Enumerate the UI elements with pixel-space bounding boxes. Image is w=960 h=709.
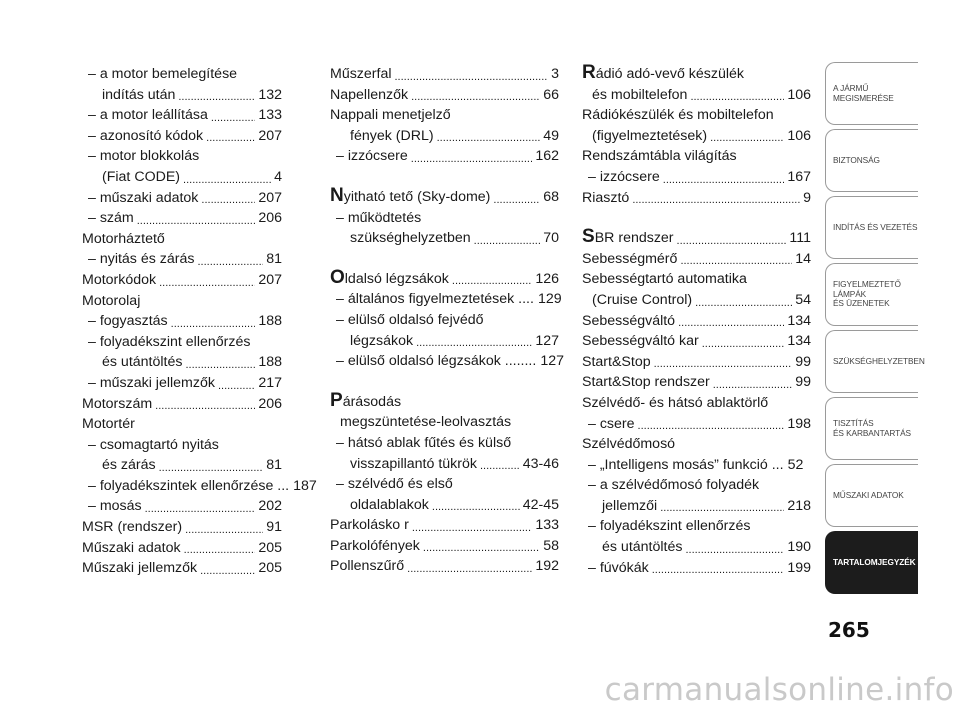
page-ref: 188 <box>258 313 282 330</box>
index-entry[interactable]: Oldalsó légzsákok ..... 126 <box>330 269 559 290</box>
index-heading: megszüntetése-leolvasztás <box>340 414 512 431</box>
page-ref: 134 <box>787 333 811 350</box>
watermark: carmanualsonline.info <box>604 672 954 708</box>
tab-starting-driving[interactable]: INDÍTÁS ÉS VEZETÉS <box>825 196 918 259</box>
page-ref: 188 <box>258 354 282 371</box>
index-entry[interactable]: visszapillantó tükrök ..... 43-46 <box>330 454 559 475</box>
index-entry[interactable]: és utántöltés ..... 188 <box>82 352 282 373</box>
index-entry: – működtetés <box>336 209 422 226</box>
section-letter: O <box>330 266 345 288</box>
page-ref: 134 <box>787 312 811 329</box>
index-entry[interactable]: Sebességváltó ..... 134 <box>582 311 811 332</box>
index-heading: Rendszámtábla világítás <box>582 148 737 165</box>
index-entry: – szélvédő és első <box>336 476 453 493</box>
index-entry: – folyadékszint ellenőrzés <box>588 518 751 535</box>
page-ref: 162 <box>535 148 559 165</box>
page-ref: 106 <box>787 86 811 103</box>
page-ref: 206 <box>258 395 282 412</box>
page-ref: 198 <box>787 415 811 432</box>
index-entry[interactable]: – nyitás és zárás ..... 81 <box>82 249 282 270</box>
index-entry[interactable]: Start&Stop ..... 99 <box>582 352 811 373</box>
page-ref: 4 <box>274 168 282 185</box>
page-ref: 127 <box>540 353 564 370</box>
page-ref: 133 <box>535 517 559 534</box>
page-ref: 9 <box>803 189 811 206</box>
index-entry[interactable]: és mobiltelefon ..... 106 <box>582 85 811 106</box>
index-heading: Motorháztető <box>82 230 165 247</box>
tab-maintenance[interactable]: TISZTÍTÁS ÉS KARBANTARTÁS <box>825 397 918 460</box>
page-ref: 14 <box>795 250 811 267</box>
page-ref: 42-45 <box>522 496 559 513</box>
index-heading: Nappali menetjelző <box>330 107 451 124</box>
page-ref: 192 <box>535 558 559 575</box>
index-entry[interactable]: – általános figyelmeztetések .... 129 <box>330 289 559 310</box>
page-ref: 206 <box>258 210 282 227</box>
page-ref: 207 <box>258 189 282 206</box>
index-entry[interactable]: Sebességmérő ..... 14 <box>582 249 811 270</box>
index-entry[interactable]: – mosás ..... 202 <box>82 496 282 517</box>
page-ref: 66 <box>543 86 559 103</box>
index-column-2 <box>330 64 564 577</box>
index-entry[interactable]: Parkolásko r ..... 133 <box>330 515 559 536</box>
index-entry[interactable]: és zárás ..... 81 <box>82 455 282 476</box>
index-entry[interactable]: SBR rendszer ..... 111 <box>582 228 811 249</box>
index-entry[interactable]: – izzócsere ..... 162 <box>330 146 559 167</box>
page-ref: 106 <box>787 127 811 144</box>
index-column-3 <box>582 64 811 578</box>
index-column-1 <box>82 64 317 579</box>
index-heading: Rádió adó-vevő készülék <box>582 62 745 83</box>
index-entry[interactable]: – szám ..... 206 <box>82 208 282 229</box>
index-entry[interactable]: – műszaki adatok ..... 207 <box>82 188 282 209</box>
page-ref: 99 <box>795 374 811 391</box>
index-entry[interactable]: – műszaki jellemzők ..... 217 <box>82 373 282 394</box>
index-entry[interactable]: MSR (rendszer) ..... 91 <box>82 517 282 538</box>
index-entry[interactable]: és utántöltés ..... 190 <box>582 537 811 558</box>
page-ref: 205 <box>258 539 282 556</box>
page-ref: 199 <box>787 559 811 576</box>
page-ref: 187 <box>293 477 317 494</box>
index-entry: – a motor bemelegítése <box>88 66 238 82</box>
page-ref: 81 <box>266 457 282 474</box>
index-entry[interactable]: (Cruise Control) ..... 54 <box>582 290 811 311</box>
index-entry[interactable]: – fúvókák ..... 199 <box>582 558 811 579</box>
tab-vehicle-intro[interactable]: A JÁRMŰ MEGISMERÉSE <box>825 62 918 125</box>
page-ref: 68 <box>543 188 559 205</box>
page-number: 265 <box>828 618 870 642</box>
index-entry[interactable]: (Fiat CODE) ..... 4 <box>82 167 282 188</box>
index-heading: Szélvédőmosó <box>582 436 676 453</box>
page-ref: 81 <box>266 251 282 268</box>
index-entry[interactable]: jellemzői ..... 218 <box>582 496 811 517</box>
index-entry: – motor blokkolás <box>88 148 200 165</box>
tab-warning-lights[interactable]: FIGYELMEZTETŐ LÁMPÁK ÉS ÜZENETEK <box>825 263 918 326</box>
index-entry[interactable]: Start&Stop rendszer ..... 99 <box>582 372 811 393</box>
index-heading: Rádiókészülék és mobiltelefon <box>582 107 774 124</box>
section-letter: P <box>330 389 343 411</box>
index-entry[interactable]: fények (DRL) ..... 49 <box>330 126 559 147</box>
page-ref: 207 <box>258 271 282 288</box>
index-heading: Szélvédő- és hátsó ablaktörlő <box>582 394 769 411</box>
page-ref: 43-46 <box>522 455 559 472</box>
page-ref: 218 <box>787 497 811 514</box>
index-entry[interactable]: – fogyasztás ..... 188 <box>82 311 282 332</box>
index-entry[interactable]: Műszerfal ..... 3 <box>330 64 559 85</box>
page-ref: 167 <box>787 168 811 185</box>
index-entry[interactable]: Riasztó ..... 9 <box>582 188 811 209</box>
index-entry[interactable]: – csere ..... 198 <box>582 414 811 435</box>
page-ref: 129 <box>537 291 562 308</box>
index-entry[interactable]: Nyitható tető (Sky-dome) ..... 68 <box>330 187 559 208</box>
tab-index[interactable]: TARTALOMJEGYZÉK <box>825 531 918 594</box>
page-ref: 52 <box>787 456 804 473</box>
index-entry[interactable]: Pollenszűrő ..... 192 <box>330 556 559 577</box>
index-entry[interactable]: oldalablakok ..... 42-45 <box>330 495 559 516</box>
page-ref: 205 <box>258 560 282 577</box>
section-letter: R <box>582 62 596 83</box>
index-entry[interactable]: Parkolófények ..... 58 <box>330 536 559 557</box>
page-ref: 49 <box>543 127 559 144</box>
index-entry[interactable]: – izzócsere ..... 167 <box>582 167 811 188</box>
tab-emergency[interactable]: SZÜKSÉGHELYZETBEN <box>825 330 918 393</box>
index-entry[interactable]: Motorszám ..... 206 <box>82 394 282 415</box>
index-heading: Sebességtartó automatika <box>582 271 747 288</box>
page-ref: 91 <box>266 519 282 536</box>
index-heading: Motorolaj <box>82 292 141 309</box>
page-ref: 126 <box>535 270 559 287</box>
page-ref: 111 <box>789 230 811 247</box>
index-heading: Párásodás <box>330 389 402 411</box>
section-letter: S <box>582 226 595 248</box>
page-ref: 54 <box>795 291 811 308</box>
index-entry[interactable]: – folyadékszintek ellenőrzése ... 187 <box>82 476 282 497</box>
page-ref: 3 <box>551 66 559 82</box>
section-tabs <box>825 62 925 598</box>
page-ref: 217 <box>258 374 282 391</box>
page-ref: 202 <box>258 498 282 515</box>
index-entry: – a szélvédőmosó folyadék <box>588 477 760 494</box>
index-entry[interactable]: Műszaki jellemzők ..... 205 <box>82 558 282 579</box>
page-ref: 70 <box>543 230 559 247</box>
index-entry[interactable]: Napellenzők ..... 66 <box>330 85 559 106</box>
page-ref: 133 <box>258 107 282 124</box>
index-entry[interactable]: szükséghelyzetben ..... 70 <box>330 228 559 249</box>
index-entry[interactable]: – „Intelligens mosás” funkció ... 52 <box>582 455 811 476</box>
tab-technical-data[interactable]: MŰSZAKI ADATOK <box>825 464 918 527</box>
page-ref: 58 <box>543 537 559 554</box>
page-ref: 207 <box>258 127 282 144</box>
index-entry[interactable]: indítás után ..... 132 <box>82 85 282 106</box>
tab-safety[interactable]: BIZTONSÁG <box>825 129 918 192</box>
index-entry[interactable]: – azonosító kódok ..... 207 <box>82 126 282 147</box>
index-entry[interactable]: Műszaki adatok ..... 205 <box>82 538 282 559</box>
index-entry[interactable]: (figyelmeztetések) ..... 106 <box>582 126 811 147</box>
index-entry: – hátsó ablak fűtés és külső <box>336 434 512 451</box>
section-letter: N <box>330 184 344 206</box>
index-entry: – folyadékszint ellenőrzés <box>88 333 251 350</box>
index-entry[interactable]: Sebességváltó kar ..... 134 <box>582 331 811 352</box>
page-ref: 127 <box>535 332 559 349</box>
index-entry: – elülső oldalsó fejvédő <box>336 311 484 328</box>
page-ref: 190 <box>787 539 811 556</box>
index-entry[interactable]: légzsákok ..... 127 <box>330 331 559 352</box>
index-entry[interactable]: – a motor leállítása ..... 133 <box>82 105 282 126</box>
page-ref: 99 <box>795 353 811 370</box>
index-entry[interactable]: – elülső oldalsó légzsákok ........ 127 <box>330 351 559 372</box>
index-heading: Motortér <box>82 416 135 433</box>
page-ref: 132 <box>258 86 282 103</box>
index-entry: – csomagtartó nyitás <box>88 436 219 453</box>
index-entry[interactable]: Motorkódok ..... 207 <box>82 270 282 291</box>
